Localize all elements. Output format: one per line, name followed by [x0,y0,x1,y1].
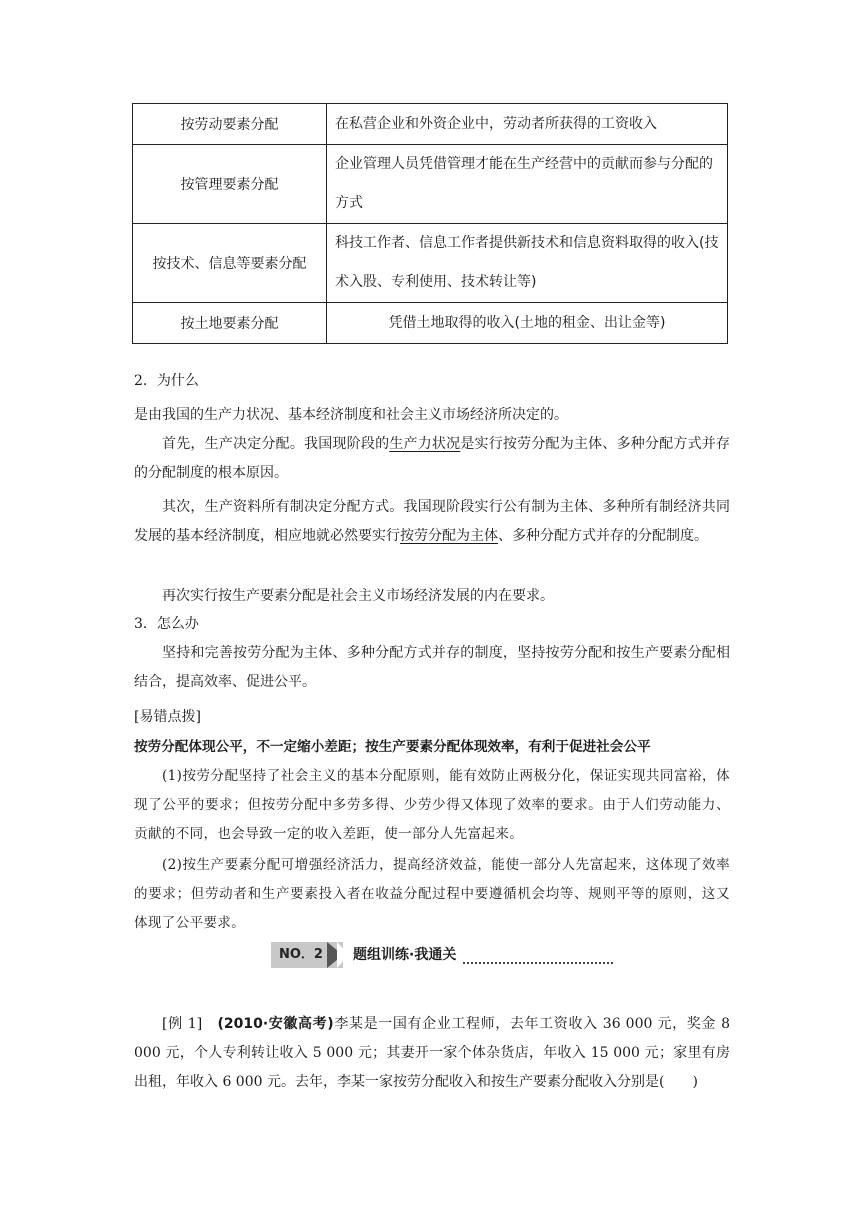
example-paragraph [134,1010,730,1097]
tip-bold-statement: 按劳分配体现公平，不一定缩小差距；按生产要素分配体现效率，有利于促进社会公平 [134,739,651,755]
table-cell-content: 科技工作者、信息工作者提供新技术和信息资料取得的收入(技术入股、专利使用、技术转让等) [327,224,728,303]
banner-number: NO．2 [271,942,343,968]
section-banner [271,940,617,970]
paragraph: 是由我国的生产力状况、基本经济制度和社会主义市场经济所决定的。 [134,407,568,423]
table-cell-label: 按技术、信息等要素分配 [133,224,327,303]
table-cell-label: 按土地要素分配 [133,303,327,344]
table-cell-label: 按管理要素分配 [133,145,327,224]
table-cell-content: 凭借土地取得的收入(土地的租金、出让金等) [327,303,728,344]
text-span: 是实行按劳分配为主体、多种分配方式并存的分配制度的根本原因。 [134,436,731,481]
paragraph [134,493,730,551]
banner-arrow-cut-icon [337,942,349,968]
paragraph: 再次实行按生产要素分配是社会主义市场经济发展的内在要求。 [162,588,554,604]
banner-dotted-line [463,962,613,964]
banner-title: 题组训练·我通关 [353,947,457,963]
table-row [133,224,728,303]
example-source: (2010·安徽高考) [217,1016,334,1032]
paragraph: (2)按生产要素分配可增强经济活力，提高经济效益，能使一部分人先富起来，这体现了效率的要求；但劳动者和生产要素投入者在收益分配过程中要遵循机会均等、规则平等的原则，这又体现了公平要求。 [134,857,730,931]
table-row [133,104,728,145]
text-span: 首先，生产决定分配。我国现阶段的 [162,436,390,452]
distribution-table [132,103,728,344]
table-cell-label: 按劳动要素分配 [133,104,327,145]
section-heading-how: 3．怎么办 [134,616,199,632]
table-cell-content: 企业管理人员凭借管理才能在生产经营中的贡献而参与分配的方式 [327,145,728,224]
tip-label: [易错点拨] [134,709,201,725]
underlined-term: 按劳分配为主体 [400,528,498,544]
paragraph [134,430,730,488]
table-row [133,145,728,224]
text-span: 、多种分配方式并存的分配制度。 [498,528,708,544]
paragraph: (1)按劳分配坚持了社会主义的基本分配原则，能有效防止两极分化，保证实现共同富裕，体现了公平的要求；但按劳分配中多劳多得、少劳少得又体现了效率的要求。由于人们劳动能力、贡献的不同，也会导致一定的收入差距，使一部分人先富起来。 [134,768,730,842]
table-row [133,303,728,344]
table-cell-content: 在私营企业和外资企业中，劳动者所获得的工资收入 [327,104,728,145]
underlined-term: 生产力状况 [389,436,461,452]
text-span: 其次，生产资料所有制决定分配方式。我国现阶段实行公有制为主体、多种所有制经济共同发展的基本经济制度，相应地就必然要实行 [134,499,730,544]
paragraph: 坚持和完善按劳分配为主体、多种分配方式并存的制度，坚持按劳分配和按生产要素分配相结合，提高效率、促进公平。 [134,645,730,690]
example-text: 李某是一国有企业工程师，去年工资收入 36 000 元，奖金 8 000 元，个人专利转让收入 5 000 元；其妻开一家个体杂货店，年收入 15 000 元；家里有房出租，年收入 6 000 元。去年，李某一家按劳分配收入和按生产要素分配收入分别是( ) [134,1016,731,1090]
example-label: [例 1] [162,1016,203,1032]
section-heading-why: 2．为什么 [134,373,199,389]
